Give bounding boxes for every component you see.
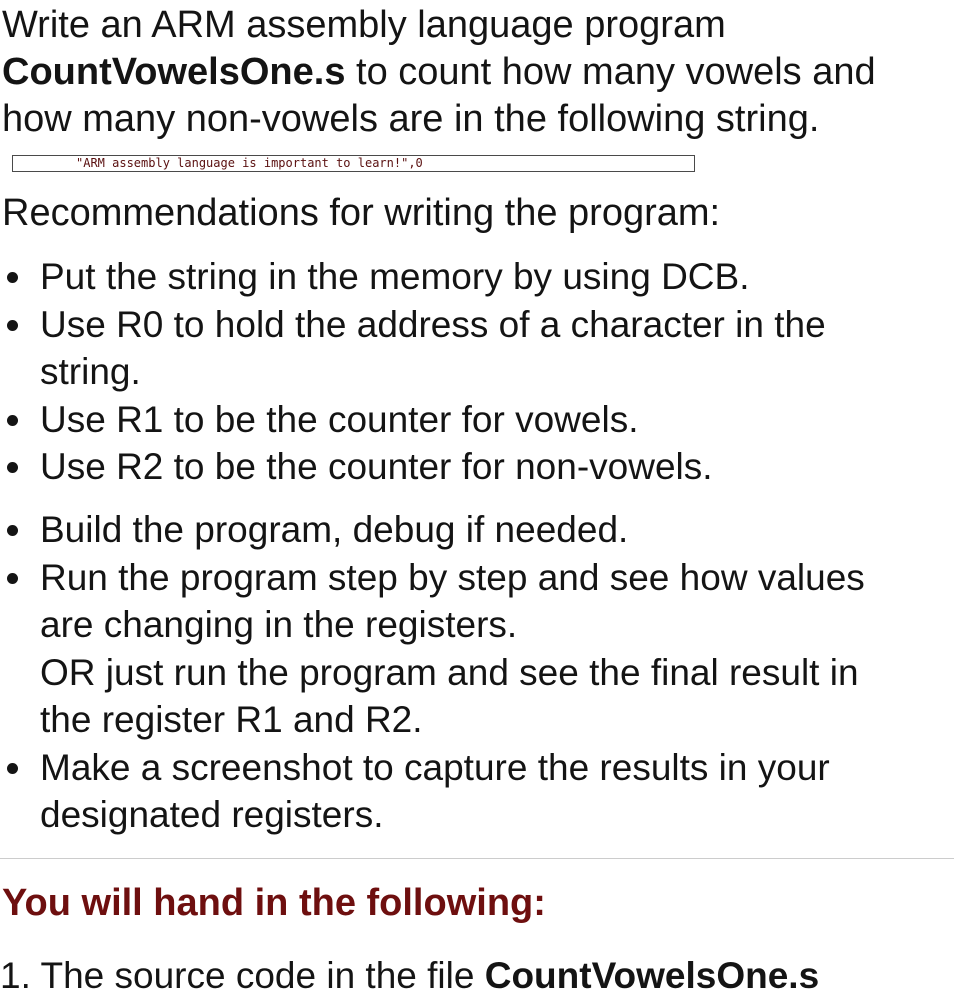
list-item (0, 554, 950, 744)
bullet-icon (7, 763, 18, 774)
list-item (0, 506, 950, 554)
intro-line-3: how many non-vowels are in the following string. (2, 98, 820, 140)
bullet-icon (7, 525, 18, 536)
handin-item-1-file: CountVowelsOne.s (484, 955, 820, 996)
list-item-text-continued: OR just run the program and see the final result in (40, 651, 859, 693)
list-item-text: Use R2 to be the counter for non-vowels. (40, 446, 713, 487)
list-item (0, 744, 950, 839)
list-item (0, 301, 950, 396)
list-item (0, 443, 950, 491)
intro-paragraph (2, 2, 952, 143)
list-item-text-continued: are changing in the registers. (40, 604, 518, 645)
program-name: CountVowelsOne.s (2, 51, 346, 93)
intro-line-2 (2, 49, 952, 96)
list-item-text-continued: designated registers. (40, 794, 384, 835)
list-item-text: Build the program, debug if needed. (40, 509, 629, 550)
handin-item-1-text: 1. The source code in the file (0, 955, 485, 996)
bullet-icon (7, 415, 18, 426)
bullet-icon (7, 272, 18, 283)
section-divider (0, 858, 954, 859)
bullet-icon (7, 320, 18, 331)
list-item-text: Use R0 to hold the address of a character in the (40, 303, 826, 345)
list-item (0, 396, 950, 444)
list-item-text-continued: the register R1 and R2. (40, 699, 423, 740)
handin-heading: You will hand in the following: (2, 882, 546, 924)
recommendations-list-1 (0, 253, 950, 491)
string-code-box: "ARM assembly language is important to learn!",0 (12, 155, 695, 172)
handin-item-1 (0, 952, 819, 999)
list-item-text: Make a screenshot to capture the results in your (40, 746, 830, 788)
list-item-text: Put the string in the memory by using DCB. (40, 256, 750, 297)
list-item (0, 253, 950, 301)
list-item-text-continued: string. (40, 351, 141, 392)
list-item-text: Use R1 to be the counter for vowels. (40, 398, 639, 440)
recommendations-list-2 (0, 506, 950, 839)
intro-line-2-rest: to count how many vowels and (345, 51, 876, 93)
bullet-icon (7, 573, 18, 584)
intro-line-1: Write an ARM assembly language program (2, 4, 726, 46)
bullet-icon (7, 462, 18, 473)
recommendations-heading: Recommendations for writing the program: (2, 192, 721, 234)
list-item-text: Run the program step by step and see how values (40, 556, 865, 598)
